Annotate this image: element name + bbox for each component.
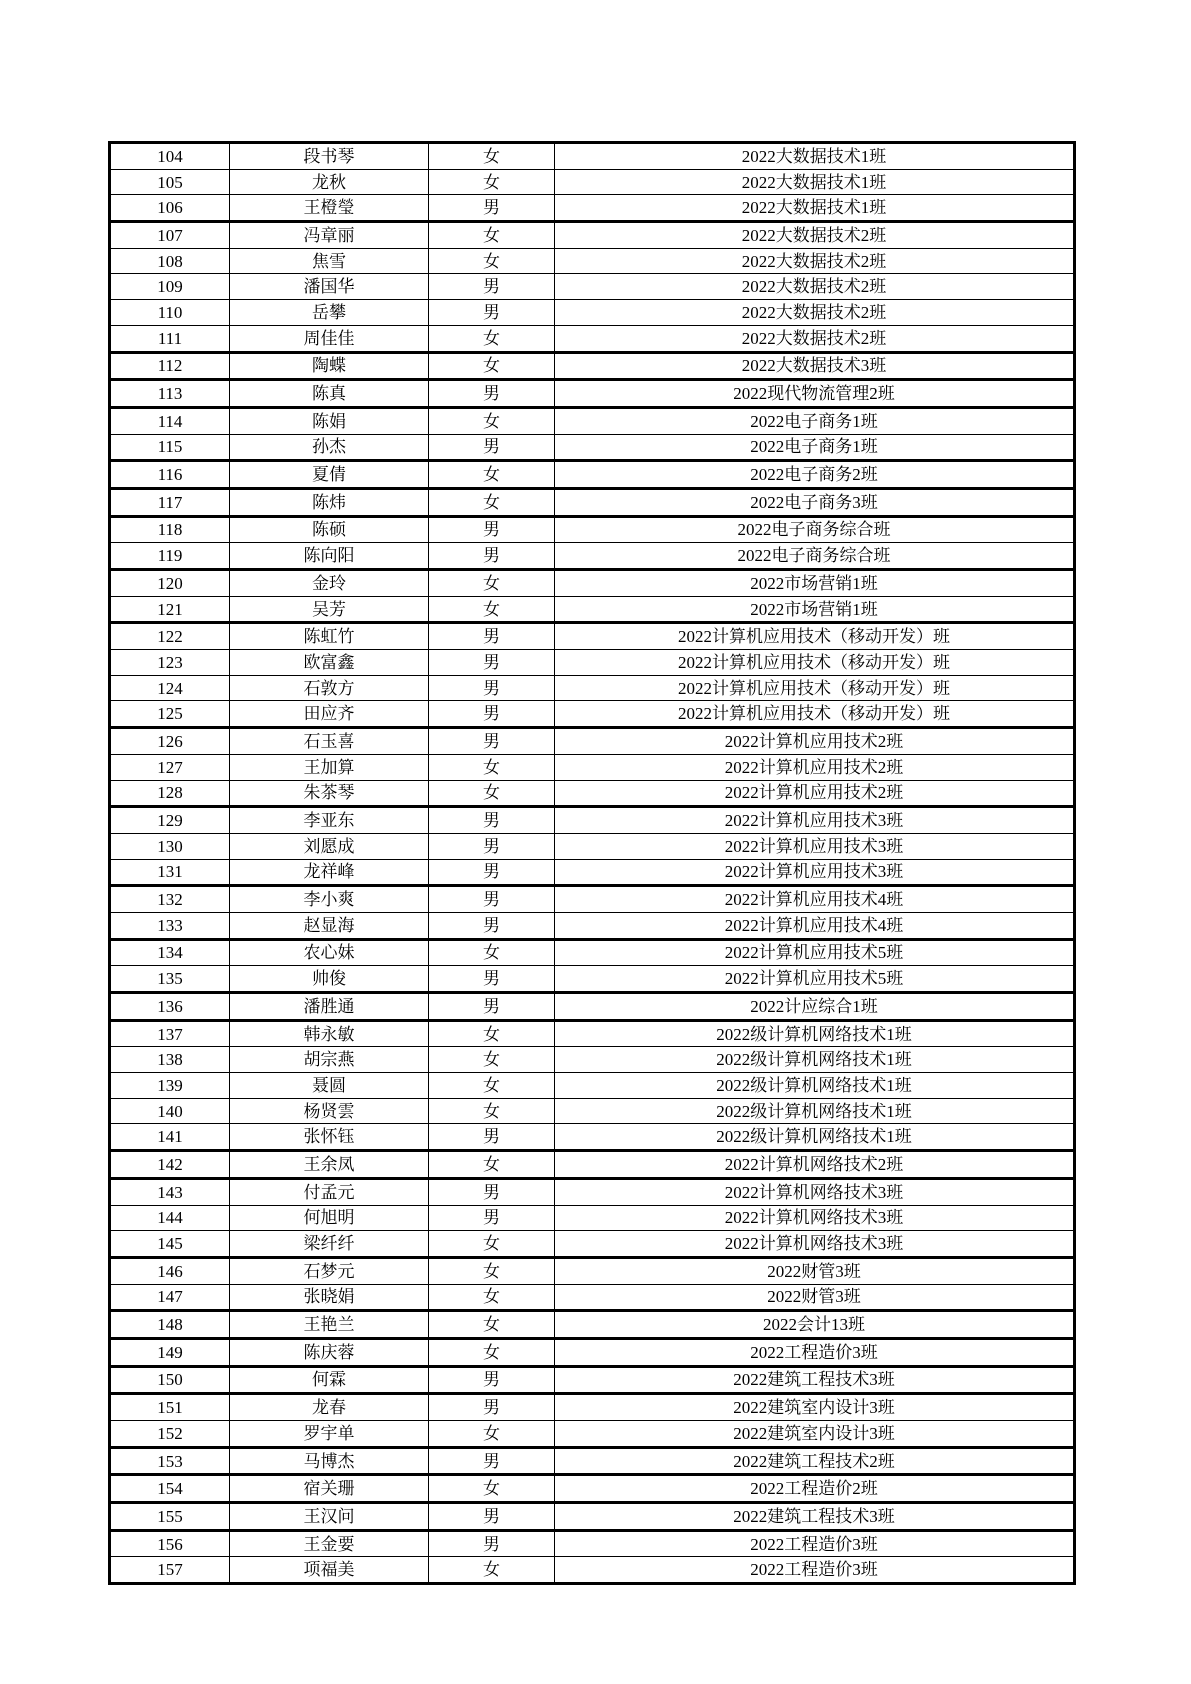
gender-cell: 女: [429, 1047, 555, 1073]
gender-cell: 男: [429, 966, 555, 993]
student-name-cell: 宿关珊: [230, 1475, 429, 1503]
class-name-cell: 2022计算机应用技术3班: [555, 859, 1075, 886]
table-row: [110, 195, 1075, 222]
table-row: [110, 516, 1075, 543]
class-name-cell: 2022计算机应用技术3班: [555, 833, 1075, 859]
class-name-cell: 2022工程造价3班: [555, 1338, 1075, 1366]
table-row: [110, 407, 1075, 434]
class-name-cell: 2022级计算机网络技术1班: [555, 1124, 1075, 1151]
student-name-cell: 吴芳: [230, 596, 429, 623]
table-row: [110, 325, 1075, 352]
row-number-cell: 112: [110, 352, 230, 380]
gender-cell: 女: [429, 222, 555, 249]
table-row: [110, 274, 1075, 300]
gender-cell: 男: [429, 1503, 555, 1531]
gender-cell: 男: [429, 859, 555, 886]
row-number-cell: 146: [110, 1257, 230, 1284]
student-name-cell: 石玉喜: [230, 728, 429, 755]
class-name-cell: 2022建筑工程技术3班: [555, 1503, 1075, 1531]
class-name-cell: 2022大数据技术2班: [555, 274, 1075, 300]
row-number-cell: 148: [110, 1311, 230, 1339]
table-row: [110, 1338, 1075, 1366]
student-name-cell: 杨贤雲: [230, 1098, 429, 1124]
row-number-cell: 143: [110, 1178, 230, 1205]
table-row: [110, 1557, 1075, 1584]
gender-cell: 女: [429, 143, 555, 170]
student-name-cell: 罗宇单: [230, 1421, 429, 1448]
class-name-cell: 2022级计算机网络技术1班: [555, 1073, 1075, 1099]
class-name-cell: 2022大数据技术2班: [555, 222, 1075, 249]
row-number-cell: 142: [110, 1151, 230, 1179]
table-row: [110, 1503, 1075, 1531]
class-name-cell: 2022大数据技术2班: [555, 248, 1075, 274]
student-name-cell: 王加算: [230, 754, 429, 780]
table-row: [110, 1020, 1075, 1047]
class-name-cell: 2022级计算机网络技术1班: [555, 1047, 1075, 1073]
row-number-cell: 155: [110, 1503, 230, 1531]
row-number-cell: 140: [110, 1098, 230, 1124]
row-number-cell: 156: [110, 1530, 230, 1557]
row-number-cell: 154: [110, 1475, 230, 1503]
student-name-cell: 金玲: [230, 570, 429, 597]
class-name-cell: 2022电子商务3班: [555, 488, 1075, 516]
student-name-cell: 龙春: [230, 1394, 429, 1421]
gender-cell: 男: [429, 701, 555, 728]
table-row: [110, 1205, 1075, 1231]
gender-cell: 男: [429, 516, 555, 543]
class-name-cell: 2022会计13班: [555, 1311, 1075, 1339]
table-row: [110, 380, 1075, 408]
gender-cell: 女: [429, 939, 555, 966]
table-row: [110, 434, 1075, 461]
class-name-cell: 2022计算机应用技术2班: [555, 728, 1075, 755]
student-name-cell: 段书琴: [230, 143, 429, 170]
gender-cell: 女: [429, 1311, 555, 1339]
class-name-cell: 2022计算机网络技术3班: [555, 1231, 1075, 1258]
student-name-cell: 石梦元: [230, 1257, 429, 1284]
class-name-cell: 2022建筑室内设计3班: [555, 1421, 1075, 1448]
row-number-cell: 118: [110, 516, 230, 543]
roster-body: [110, 143, 1075, 1584]
class-name-cell: 2022计应综合1班: [555, 993, 1075, 1021]
student-name-cell: 李亚东: [230, 807, 429, 834]
table-row: [110, 1394, 1075, 1421]
student-name-cell: 岳攀: [230, 300, 429, 326]
gender-cell: 女: [429, 1098, 555, 1124]
table-row: [110, 623, 1075, 650]
class-name-cell: 2022计算机应用技术3班: [555, 807, 1075, 834]
student-name-cell: 陈虹竹: [230, 623, 429, 650]
table-row: [110, 886, 1075, 913]
student-name-cell: 陈向阳: [230, 543, 429, 570]
row-number-cell: 108: [110, 248, 230, 274]
class-name-cell: 2022电子商务2班: [555, 461, 1075, 489]
class-name-cell: 2022计算机网络技术3班: [555, 1178, 1075, 1205]
gender-cell: 女: [429, 1073, 555, 1099]
table-row: [110, 1047, 1075, 1073]
student-name-cell: 王余凤: [230, 1151, 429, 1179]
row-number-cell: 134: [110, 939, 230, 966]
student-name-cell: 陈庆蓉: [230, 1338, 429, 1366]
class-name-cell: 2022计算机应用技术5班: [555, 939, 1075, 966]
gender-cell: 女: [429, 1475, 555, 1503]
class-name-cell: 2022计算机网络技术3班: [555, 1205, 1075, 1231]
student-roster-table: [108, 141, 1076, 1585]
gender-cell: 女: [429, 780, 555, 807]
student-name-cell: 龙祥峰: [230, 859, 429, 886]
row-number-cell: 150: [110, 1366, 230, 1394]
student-name-cell: 项福美: [230, 1557, 429, 1584]
student-name-cell: 韩永敏: [230, 1020, 429, 1047]
row-number-cell: 141: [110, 1124, 230, 1151]
gender-cell: 女: [429, 352, 555, 380]
student-name-cell: 陈硕: [230, 516, 429, 543]
class-name-cell: 2022计算机网络技术2班: [555, 1151, 1075, 1179]
class-name-cell: 2022电子商务1班: [555, 434, 1075, 461]
row-number-cell: 125: [110, 701, 230, 728]
student-name-cell: 夏倩: [230, 461, 429, 489]
row-number-cell: 107: [110, 222, 230, 249]
table-row: [110, 1124, 1075, 1151]
class-name-cell: 2022建筑室内设计3班: [555, 1394, 1075, 1421]
row-number-cell: 144: [110, 1205, 230, 1231]
row-number-cell: 127: [110, 754, 230, 780]
table-row: [110, 488, 1075, 516]
student-name-cell: 马博杰: [230, 1447, 429, 1475]
table-row: [110, 1098, 1075, 1124]
row-number-cell: 119: [110, 543, 230, 570]
gender-cell: 男: [429, 650, 555, 676]
gender-cell: 女: [429, 1284, 555, 1311]
row-number-cell: 133: [110, 912, 230, 939]
table-row: [110, 701, 1075, 728]
table-row: [110, 1366, 1075, 1394]
gender-cell: 男: [429, 1178, 555, 1205]
class-name-cell: 2022大数据技术2班: [555, 300, 1075, 326]
class-name-cell: 2022计算机应用技术4班: [555, 912, 1075, 939]
class-name-cell: 2022工程造价2班: [555, 1475, 1075, 1503]
table-row: [110, 248, 1075, 274]
row-number-cell: 145: [110, 1231, 230, 1258]
gender-cell: 男: [429, 274, 555, 300]
row-number-cell: 129: [110, 807, 230, 834]
student-name-cell: 陶蝶: [230, 352, 429, 380]
row-number-cell: 120: [110, 570, 230, 597]
table-row: [110, 143, 1075, 170]
gender-cell: 女: [429, 596, 555, 623]
row-number-cell: 110: [110, 300, 230, 326]
gender-cell: 女: [429, 570, 555, 597]
student-name-cell: 赵显海: [230, 912, 429, 939]
gender-cell: 女: [429, 248, 555, 274]
gender-cell: 男: [429, 1447, 555, 1475]
class-name-cell: 2022计算机应用技术2班: [555, 780, 1075, 807]
row-number-cell: 132: [110, 886, 230, 913]
student-name-cell: 刘愿成: [230, 833, 429, 859]
gender-cell: 女: [429, 407, 555, 434]
row-number-cell: 149: [110, 1338, 230, 1366]
row-number-cell: 138: [110, 1047, 230, 1073]
gender-cell: 女: [429, 461, 555, 489]
student-name-cell: 胡宗燕: [230, 1047, 429, 1073]
table-row: [110, 993, 1075, 1021]
table-row: [110, 650, 1075, 676]
gender-cell: 男: [429, 1124, 555, 1151]
row-number-cell: 147: [110, 1284, 230, 1311]
student-name-cell: 龙秋: [230, 169, 429, 195]
class-name-cell: 2022计算机应用技术4班: [555, 886, 1075, 913]
class-name-cell: 2022计算机应用技术（移动开发）班: [555, 650, 1075, 676]
student-name-cell: 田应齐: [230, 701, 429, 728]
student-name-cell: 陈炜: [230, 488, 429, 516]
table-row: [110, 1475, 1075, 1503]
table-row: [110, 754, 1075, 780]
table-row: [110, 1151, 1075, 1179]
student-name-cell: 张怀钰: [230, 1124, 429, 1151]
table-row: [110, 300, 1075, 326]
class-name-cell: 2022计算机应用技术5班: [555, 966, 1075, 993]
row-number-cell: 130: [110, 833, 230, 859]
class-name-cell: 2022市场营销1班: [555, 570, 1075, 597]
row-number-cell: 135: [110, 966, 230, 993]
table-row: [110, 1421, 1075, 1448]
class-name-cell: 2022市场营销1班: [555, 596, 1075, 623]
gender-cell: 男: [429, 833, 555, 859]
student-name-cell: 何旭明: [230, 1205, 429, 1231]
table-row: [110, 939, 1075, 966]
class-name-cell: 2022级计算机网络技术1班: [555, 1020, 1075, 1047]
table-row: [110, 966, 1075, 993]
gender-cell: 男: [429, 1205, 555, 1231]
class-name-cell: 2022大数据技术1班: [555, 195, 1075, 222]
gender-cell: 女: [429, 1231, 555, 1258]
row-number-cell: 157: [110, 1557, 230, 1584]
student-name-cell: 欧富鑫: [230, 650, 429, 676]
gender-cell: 男: [429, 300, 555, 326]
gender-cell: 男: [429, 1530, 555, 1557]
class-name-cell: 2022计算机应用技术（移动开发）班: [555, 623, 1075, 650]
gender-cell: 男: [429, 886, 555, 913]
row-number-cell: 105: [110, 169, 230, 195]
class-name-cell: 2022大数据技术1班: [555, 169, 1075, 195]
class-name-cell: 2022大数据技术2班: [555, 325, 1075, 352]
gender-cell: 女: [429, 1338, 555, 1366]
student-name-cell: 王橙瑩: [230, 195, 429, 222]
row-number-cell: 123: [110, 650, 230, 676]
student-name-cell: 梁纤纤: [230, 1231, 429, 1258]
gender-cell: 男: [429, 728, 555, 755]
class-name-cell: 2022计算机应用技术2班: [555, 754, 1075, 780]
student-name-cell: 周佳佳: [230, 325, 429, 352]
table-row: [110, 780, 1075, 807]
class-name-cell: 2022财管3班: [555, 1284, 1075, 1311]
table-row: [110, 169, 1075, 195]
student-name-cell: 冯章丽: [230, 222, 429, 249]
table-row: [110, 859, 1075, 886]
row-number-cell: 122: [110, 623, 230, 650]
student-name-cell: 李小爽: [230, 886, 429, 913]
student-name-cell: 农心妹: [230, 939, 429, 966]
gender-cell: 男: [429, 380, 555, 408]
gender-cell: 男: [429, 1394, 555, 1421]
row-number-cell: 126: [110, 728, 230, 755]
gender-cell: 男: [429, 912, 555, 939]
row-number-cell: 151: [110, 1394, 230, 1421]
student-name-cell: 王艳兰: [230, 1311, 429, 1339]
table-row: [110, 833, 1075, 859]
gender-cell: 女: [429, 488, 555, 516]
row-number-cell: 111: [110, 325, 230, 352]
row-number-cell: 117: [110, 488, 230, 516]
gender-cell: 女: [429, 754, 555, 780]
class-name-cell: 2022电子商务综合班: [555, 516, 1075, 543]
gender-cell: 男: [429, 675, 555, 701]
row-number-cell: 124: [110, 675, 230, 701]
row-number-cell: 115: [110, 434, 230, 461]
row-number-cell: 153: [110, 1447, 230, 1475]
table-row: [110, 728, 1075, 755]
class-name-cell: 2022建筑工程技术3班: [555, 1366, 1075, 1394]
table-row: [110, 1178, 1075, 1205]
gender-cell: 女: [429, 1257, 555, 1284]
class-name-cell: 2022电子商务1班: [555, 407, 1075, 434]
row-number-cell: 139: [110, 1073, 230, 1099]
student-name-cell: 陈真: [230, 380, 429, 408]
table-row: [110, 1447, 1075, 1475]
class-name-cell: 2022建筑工程技术2班: [555, 1447, 1075, 1475]
row-number-cell: 136: [110, 993, 230, 1021]
table-row: [110, 461, 1075, 489]
row-number-cell: 104: [110, 143, 230, 170]
table-row: [110, 570, 1075, 597]
row-number-cell: 152: [110, 1421, 230, 1448]
student-name-cell: 焦雪: [230, 248, 429, 274]
row-number-cell: 121: [110, 596, 230, 623]
row-number-cell: 128: [110, 780, 230, 807]
class-name-cell: 2022计算机应用技术（移动开发）班: [555, 675, 1075, 701]
row-number-cell: 106: [110, 195, 230, 222]
gender-cell: 男: [429, 195, 555, 222]
student-name-cell: 朱茶琴: [230, 780, 429, 807]
student-name-cell: 何霖: [230, 1366, 429, 1394]
gender-cell: 女: [429, 1421, 555, 1448]
row-number-cell: 113: [110, 380, 230, 408]
student-name-cell: 孙杰: [230, 434, 429, 461]
student-name-cell: 付孟元: [230, 1178, 429, 1205]
class-name-cell: 2022大数据技术3班: [555, 352, 1075, 380]
table-row: [110, 1530, 1075, 1557]
student-name-cell: 聂圆: [230, 1073, 429, 1099]
gender-cell: 女: [429, 169, 555, 195]
student-name-cell: 王金要: [230, 1530, 429, 1557]
gender-cell: 男: [429, 993, 555, 1021]
gender-cell: 女: [429, 1020, 555, 1047]
row-number-cell: 109: [110, 274, 230, 300]
class-name-cell: 2022工程造价3班: [555, 1530, 1075, 1557]
student-name-cell: 陈娟: [230, 407, 429, 434]
table-row: [110, 1311, 1075, 1339]
table-row: [110, 675, 1075, 701]
table-row: [110, 352, 1075, 380]
class-name-cell: 2022级计算机网络技术1班: [555, 1098, 1075, 1124]
table-row: [110, 1231, 1075, 1258]
gender-cell: 男: [429, 543, 555, 570]
class-name-cell: 2022现代物流管理2班: [555, 380, 1075, 408]
gender-cell: 男: [429, 623, 555, 650]
table-row: [110, 1257, 1075, 1284]
gender-cell: 女: [429, 325, 555, 352]
table-row: [110, 543, 1075, 570]
gender-cell: 女: [429, 1557, 555, 1584]
student-name-cell: 潘国华: [230, 274, 429, 300]
class-name-cell: 2022财管3班: [555, 1257, 1075, 1284]
student-name-cell: 帅俊: [230, 966, 429, 993]
class-name-cell: 2022工程造价3班: [555, 1557, 1075, 1584]
row-number-cell: 114: [110, 407, 230, 434]
table-row: [110, 1073, 1075, 1099]
table-row: [110, 912, 1075, 939]
table-row: [110, 807, 1075, 834]
student-name-cell: 石敦方: [230, 675, 429, 701]
row-number-cell: 116: [110, 461, 230, 489]
student-name-cell: 王汉问: [230, 1503, 429, 1531]
student-name-cell: 潘胜通: [230, 993, 429, 1021]
row-number-cell: 137: [110, 1020, 230, 1047]
gender-cell: 男: [429, 434, 555, 461]
class-name-cell: 2022大数据技术1班: [555, 143, 1075, 170]
gender-cell: 女: [429, 1151, 555, 1179]
table-row: [110, 596, 1075, 623]
table-row: [110, 1284, 1075, 1311]
gender-cell: 男: [429, 1366, 555, 1394]
class-name-cell: 2022计算机应用技术（移动开发）班: [555, 701, 1075, 728]
student-name-cell: 张晓娟: [230, 1284, 429, 1311]
row-number-cell: 131: [110, 859, 230, 886]
gender-cell: 男: [429, 807, 555, 834]
class-name-cell: 2022电子商务综合班: [555, 543, 1075, 570]
table-row: [110, 222, 1075, 249]
